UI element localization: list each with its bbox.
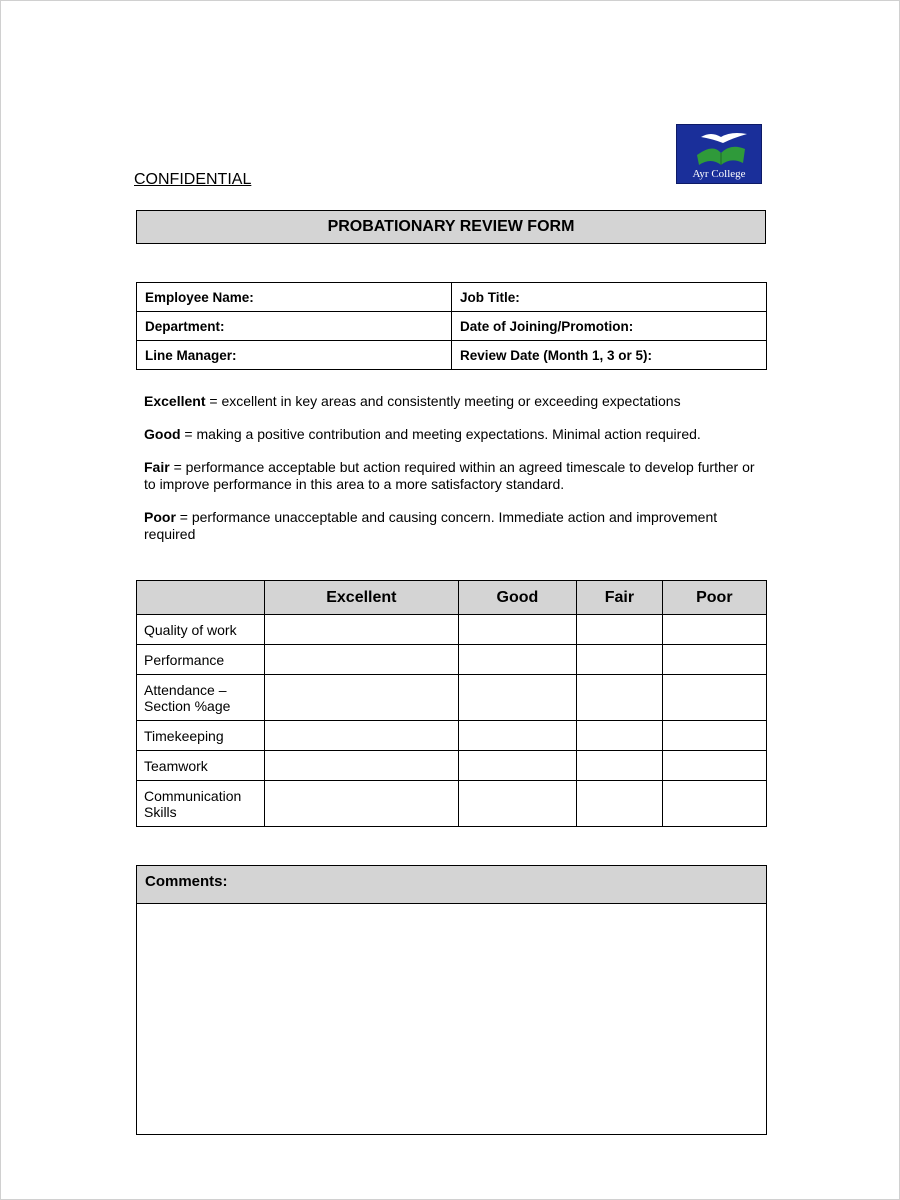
rating-cell-excellent[interactable] — [265, 751, 459, 781]
date-of-joining-field[interactable]: Date of Joining/Promotion: — [452, 312, 767, 341]
info-row — [137, 341, 767, 370]
rating-cell-good[interactable] — [458, 645, 576, 675]
rating-cell-excellent[interactable] — [265, 645, 459, 675]
rating-cell-fair[interactable] — [577, 751, 663, 781]
criteria-header — [137, 581, 265, 615]
definition-text: = performance unacceptable and causing concern. Immediate action and improvement required — [144, 509, 718, 542]
info-row — [137, 283, 767, 312]
rating-cell-excellent[interactable] — [265, 781, 459, 827]
definition-term: Poor — [144, 509, 176, 525]
rating-cell-fair[interactable] — [577, 721, 663, 751]
criteria-label: Attendance – Section %age — [137, 675, 265, 721]
definition-term: Fair — [144, 459, 170, 475]
form-title — [136, 210, 766, 244]
definition-excellent — [144, 393, 764, 410]
employee-info-table — [136, 282, 767, 370]
job-title-field[interactable]: Job Title: — [452, 283, 767, 312]
definition-poor — [144, 509, 764, 543]
rating-cell-poor[interactable] — [662, 675, 766, 721]
rating-cell-excellent[interactable] — [265, 721, 459, 751]
table-row — [137, 781, 767, 827]
table-row — [137, 721, 767, 751]
rating-cell-good[interactable] — [458, 615, 576, 645]
definition-term: Excellent — [144, 393, 206, 409]
table-row — [137, 645, 767, 675]
rating-cell-poor[interactable] — [662, 615, 766, 645]
definition-text: = excellent in key areas and consistently meeting or exceeding expectations — [205, 393, 681, 409]
header-good: Good — [458, 581, 576, 615]
info-row — [137, 312, 767, 341]
rating-header-row — [137, 581, 767, 615]
comments-box — [136, 865, 767, 1135]
logo-text: Ayr College — [692, 168, 746, 180]
rating-cell-good[interactable] — [458, 751, 576, 781]
comments-label: Comments: — [145, 873, 228, 890]
criteria-label: Quality of work — [137, 615, 265, 645]
employee-name-field[interactable]: Employee Name: — [137, 283, 452, 312]
criteria-label: Timekeeping — [137, 721, 265, 751]
rating-cell-poor[interactable] — [662, 751, 766, 781]
college-logo — [676, 124, 762, 184]
definition-good — [144, 426, 764, 443]
rating-cell-fair[interactable] — [577, 645, 663, 675]
line-manager-field[interactable]: Line Manager: — [137, 341, 452, 370]
table-row — [137, 751, 767, 781]
comments-header — [137, 866, 766, 904]
table-row — [137, 615, 767, 645]
definition-term: Good — [144, 426, 181, 442]
form-title-text: PROBATIONARY REVIEW FORM — [327, 218, 575, 235]
confidential-label: CONFIDENTIAL — [134, 171, 252, 188]
definition-text: = making a positive contribution and meeting expectations. Minimal action required. — [180, 426, 701, 442]
rating-cell-excellent[interactable] — [265, 615, 459, 645]
rating-cell-poor[interactable] — [662, 645, 766, 675]
header-poor: Poor — [662, 581, 766, 615]
rating-table — [136, 580, 767, 827]
rating-cell-fair[interactable] — [577, 615, 663, 645]
rating-cell-excellent[interactable] — [265, 675, 459, 721]
definition-text: = performance acceptable but action required within an agreed timescale to develop further or to improve performance in this area to a more satisfactory standard. — [144, 459, 755, 492]
rating-cell-poor[interactable] — [662, 781, 766, 827]
rating-cell-good[interactable] — [458, 721, 576, 751]
header-fair: Fair — [577, 581, 663, 615]
department-field[interactable]: Department: — [137, 312, 452, 341]
definition-fair — [144, 459, 764, 493]
rating-cell-fair[interactable] — [577, 675, 663, 721]
rating-cell-fair[interactable] — [577, 781, 663, 827]
criteria-label: Communication Skills — [137, 781, 265, 827]
table-row — [137, 675, 767, 721]
review-date-field[interactable]: Review Date (Month 1, 3 or 5): — [452, 341, 767, 370]
criteria-label: Performance — [137, 645, 265, 675]
rating-cell-good[interactable] — [458, 781, 576, 827]
criteria-label: Teamwork — [137, 751, 265, 781]
rating-definitions — [144, 393, 764, 559]
rating-cell-good[interactable] — [458, 675, 576, 721]
rating-cell-poor[interactable] — [662, 721, 766, 751]
comments-area[interactable] — [137, 904, 766, 1132]
header-excellent: Excellent — [265, 581, 459, 615]
